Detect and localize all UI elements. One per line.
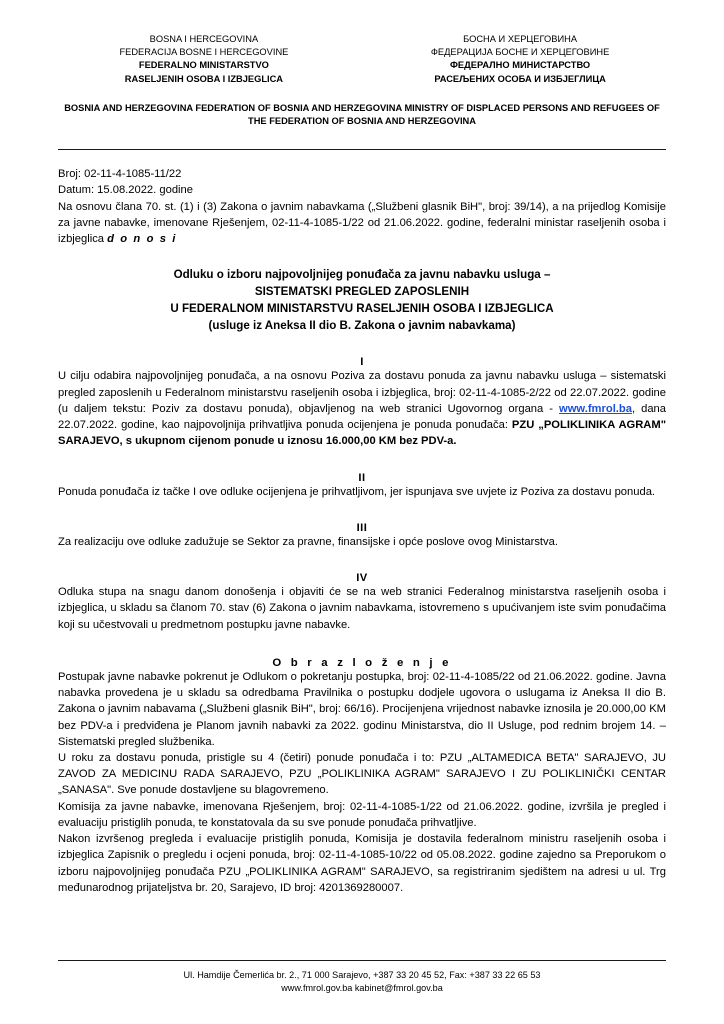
letterhead-cyrillic	[374, 33, 666, 86]
document-meta	[58, 166, 666, 198]
document-content	[58, 0, 666, 896]
section-1-text-part-1: U cilju odabira najpovoljnijeg ponuđača, a na osnovu Poziva za dostavu ponuda za javnu nabavku usluga – sistematski pregled zaposlenih u Federalnom ministarstvu raseljenih osoba i izbjeglica, broj: 02-11-4-1085-2/22 od 22.07.2022. godine (u daljem tekstu: Poziv za dostavu ponuda), objavljenog na web stranici Ugovornog organa -	[58, 370, 666, 415]
preamble-text: Na osnovu člana 70. st. (1) i (3) Zakona o javnim nabavkama („Službeni glasnik BiH", broj: 39/14), a na prijedlog Komisije za javne nabavke, imenovane Rješenjem, 02-11-4-1085-1/22 od 21.06.2022. godine, federalni ministar raseljenih osoba i izbjeglica	[58, 200, 666, 246]
letterhead-english-line-1: BOSNIA AND HERZEGOVINA	[64, 102, 193, 113]
explanation-paragraph-1: Postupak javne nabavke pokrenut je Odlukom o pokretanju postupka, broj: 02-11-4-1085/22 od 21.06.2022. godine. Javna nabavka provedena je u skladu sa odredbama Pravilnika o postupku dodjele ugovora o uslugama iz Aneksa II dio B. Zakona o javnim nabavama („Službeni glasnik BiH", broj: 66/16). Procijenjena vrijednost nabavke iznosila je 20.000,00 KM bez PDV-a i predviđena je Planom javnih nabavki za 2022. godinu Ministarstva, dio II Usluge, pod rednim brojem 14. – Sistematski pregled službenika.	[58, 670, 666, 748]
decision-title-line-2: SISTEMATSKI PREGLED ZAPOSLENIH	[254, 285, 470, 299]
decision-title	[58, 267, 666, 334]
preamble-paragraph	[58, 199, 666, 248]
section-2-paragraph: Ponuda ponuđača iz tačke I ove odluke ocijenjena je prihvatljivom, jer ispunjava sve uvjete iz Poziva za dostavu ponuda.	[58, 485, 656, 498]
letterhead-cyrillic-line-4: РАСЕЉЕНИХ ОСОБА И ИЗБЈЕГЛИЦА	[434, 73, 606, 84]
section-marker-4: IV	[356, 572, 368, 585]
letterhead	[58, 0, 666, 150]
donosi-word: d o n o s i	[107, 233, 177, 246]
section-marker-1: I	[360, 356, 364, 369]
decision-title-line-1: Odluku o izboru najpovoljnijeg ponuđača za javnu nabavku usluga –	[173, 268, 551, 282]
letterhead-columns	[58, 33, 666, 86]
section-1-text-part-2: , dana 22.07.2022. godine, kao najpovoljnija prihvatljiva ponuda ocijenjena je ponuda ponuđača:	[58, 402, 666, 432]
section-3-paragraph: Za realizaciju ove odluke zadužuje se Sektor za pravne, finansijske i opće poslove ovog Ministarstva.	[58, 535, 558, 548]
decision-title-line-4: (usluge iz Aneksa II dio B. Zakona o javnim nabavkama)	[208, 318, 516, 332]
footer-address: Ul. Hamdije Čemerlića br. 2., 71 000 Sarajevo, +387 33 20 45 52, Fax: +387 33 22 65 53	[183, 969, 541, 980]
letterhead-english-line-2: FEDERATION OF BOSNIA AND HERZEGOVINA	[195, 102, 402, 113]
letterhead-latin	[58, 33, 350, 86]
letterhead-english-line-3: MINISTRY OF DISPLACED PERSONS AND REFUGEES	[404, 102, 645, 113]
explanation-paragraph-2: U roku za dostavu ponuda, pristigle su 4 (četiri) ponude ponuđača i to: PZU „ALTAMEDICA BETA" SARAJEVO, JU ZAVOD ZA MEDICINU RADA SARAJEVO, PZU „POLIKLINIKA AGRAM" SARAJEVO I ZU POLIKLINIČKI CENTAR „SANASA". Sve ponude dostavljene su blagovremeno.	[58, 752, 666, 797]
letterhead-cyrillic-line-3: ФЕДЕРАЛНО МИНИСТАРСТВО	[449, 60, 591, 71]
letterhead-english	[58, 102, 666, 128]
letterhead-latin-line-2: FEDERACIJA BOSNE I HERCEGOVINE	[119, 47, 289, 58]
explanation-heading: O b r a z l o ž e n j e	[272, 656, 452, 669]
page-footer	[58, 960, 666, 996]
section-1-bid-amount: PZU „POLIKLINIKA AGRAM" SARAJEVO, s ukupnom cijenom ponude u iznosu 16.000,00 KM bez PDV-a.	[58, 419, 667, 448]
fmrol-website-link[interactable]: www.fmrol.ba	[559, 402, 632, 415]
footer-contact: www.fmrol.gov.ba kabinet@fmrol.gov.ba	[281, 983, 443, 994]
letterhead-english-line-4: OF THE FEDERATION OF BOSNIA AND HERZEGOVINA	[248, 102, 660, 126]
section-1-paragraph	[58, 368, 666, 449]
letterhead-cyrillic-line-1: БОСНА И ХЕРЦЕГОВИНА	[463, 34, 578, 44]
document-number: Broj: 02-11-4-1085-11/22	[58, 168, 182, 181]
letterhead-cyrillic-line-2: ФЕДЕРАЦИЈА БОСНЕ И ХЕРЦЕГОВИНЕ	[430, 47, 610, 58]
section-marker-3: III	[356, 521, 368, 534]
section-4-paragraph: Odluka stupa na snagu danom donošenja i objaviti će se na web stranici Federalnog ministarstva raseljenih osoba i izbjeglica, u skladu sa članom 70. stav (6) Zakona o javnim nabavkama, istovremeno s upućivanjem iste svim ponuđačima koji su učestvovali u predmetnom postupku javne nabavke.	[58, 586, 666, 631]
footer-divider	[58, 960, 666, 961]
explanation-paragraph-4: Nakon izvršenog pregleda i evaluacije pristiglih ponuda, Komisija je dostavila federalnom ministru raseljenih osoba i izbjeglica Zapisnik o pregledu i ocjeni ponuda, broj: 02-11-4-1085-10/22 od 05.08.2022. godine zajedno sa Preporukom o izboru najpovoljnijeg ponuđača PZU „POLIKLINIKA AGRAM" SARAJEVO, sa registriranim sjedištem na adresi u ul. Trg međunarodnog prijateljstva br. 20, Sarajevo, ID broj: 4201369280007.	[58, 833, 666, 894]
document-date: Datum: 15.08.2022. godine	[58, 184, 193, 197]
letterhead-latin-line-3: FEDERALNO MINISTARSTVO	[138, 60, 269, 71]
letterhead-latin-line-4: RASELJENIH OSOBA I IZBJEGLICA	[124, 73, 284, 84]
header-divider	[58, 149, 666, 150]
letterhead-latin-line-1: BOSNA I HERCEGOVINA	[149, 34, 259, 44]
section-marker-2: II	[358, 471, 366, 484]
decision-title-line-3: U FEDERALNOM MINISTARSTVU RASELJENIH OSOBA I IZBJEGLICA	[170, 301, 554, 315]
explanation-paragraph-3: Komisija za javne nabavke, imenovana Rješenjem, broj: 02-11-4-1085-1/22 od 21.06.2022. godine, izvršila je pregled i evaluaciju pristiglih ponuda, te konstatovala da su sve ponude ponuđača prihvatljive.	[58, 800, 666, 829]
